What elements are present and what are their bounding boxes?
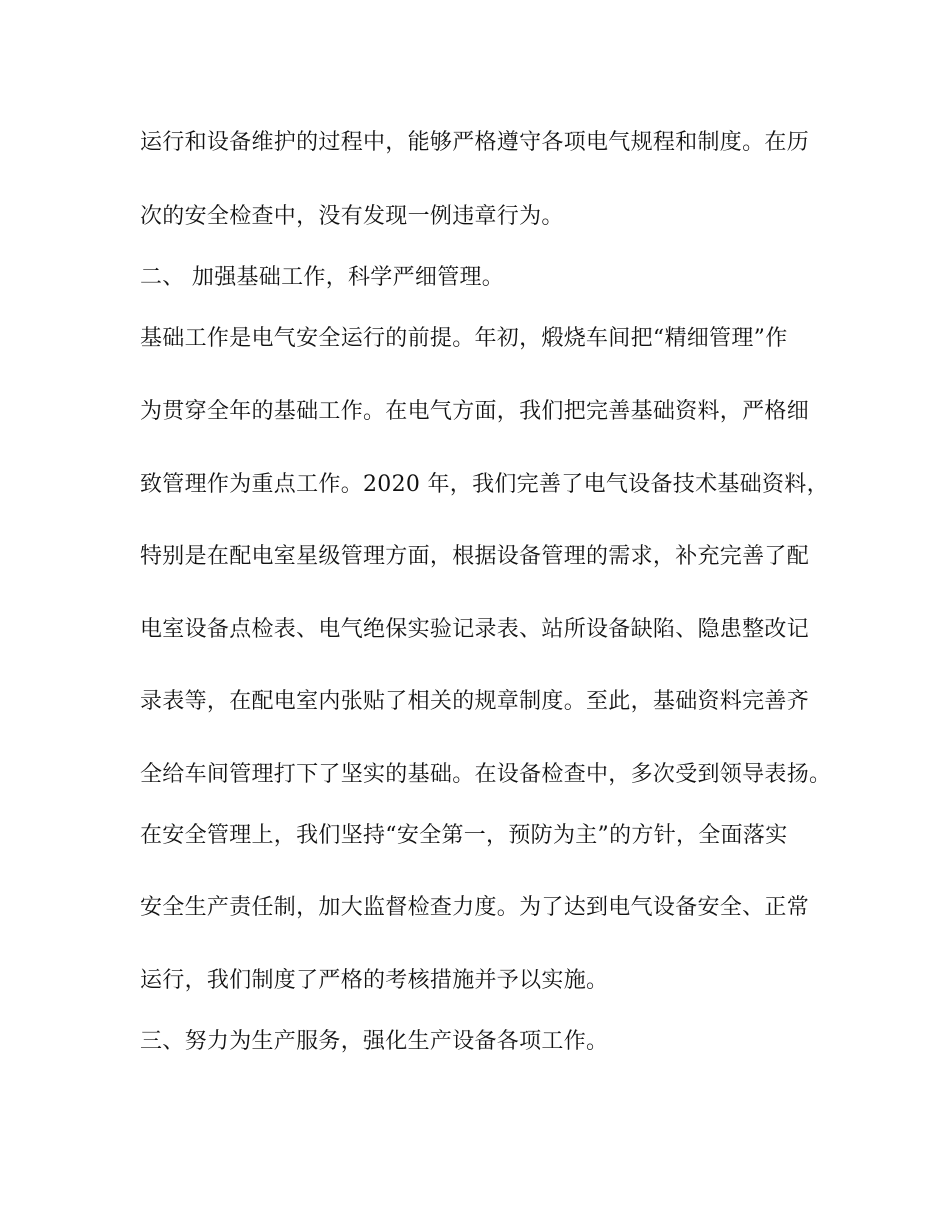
text-line-7: 特别是在配电室星级管理方面，根据设备管理的需求，补充完善了配 [140,544,810,569]
text-line-1: 运行和设备维护的过程中，能够严格遵守各项电气规程和制度。在历 [140,130,810,155]
text-line-4: 基础工作是电气安全运行的前提。年初，煅烧车间把“精细管理”作 [140,326,788,351]
text-line-5: 为贯穿全年的基础工作。在电气方面，我们把完善基础资料，严格细 [140,399,810,424]
text-line-12: 安全生产责任制，加大监督检查力度。为了达到电气设备安全、正常 [140,895,810,920]
text-line-6: 致管理作为重点工作。2020 年，我们完善了电气设备技术基础资料， [140,472,829,497]
text-line-10: 全给车间管理打下了坚实的基础。在设备检查中，多次受到领导表扬。 [140,762,832,787]
section-heading-3: 三、努力为生产服务，强化生产设备各项工作。 [140,1029,609,1054]
text-line-8: 电室设备点检表、电气绝保实验记录表、站所设备缺陷、隐患整改记 [140,617,810,642]
text-line-11: 在安全管理上，我们坚持“安全第一，预防为主”的方针，全面落实 [140,823,788,848]
text-line-2: 次的安全检查中，没有发现一例违章行为。 [140,204,564,229]
text-line-9: 录表等，在配电室内张贴了相关的规章制度。至此，基础资料完善齐 [140,689,810,714]
text-line-13: 运行，我们制度了严格的考核措施并予以实施。 [140,968,609,993]
section-heading-2: 二、 加强基础工作，科学严细管理。 [140,265,505,290]
